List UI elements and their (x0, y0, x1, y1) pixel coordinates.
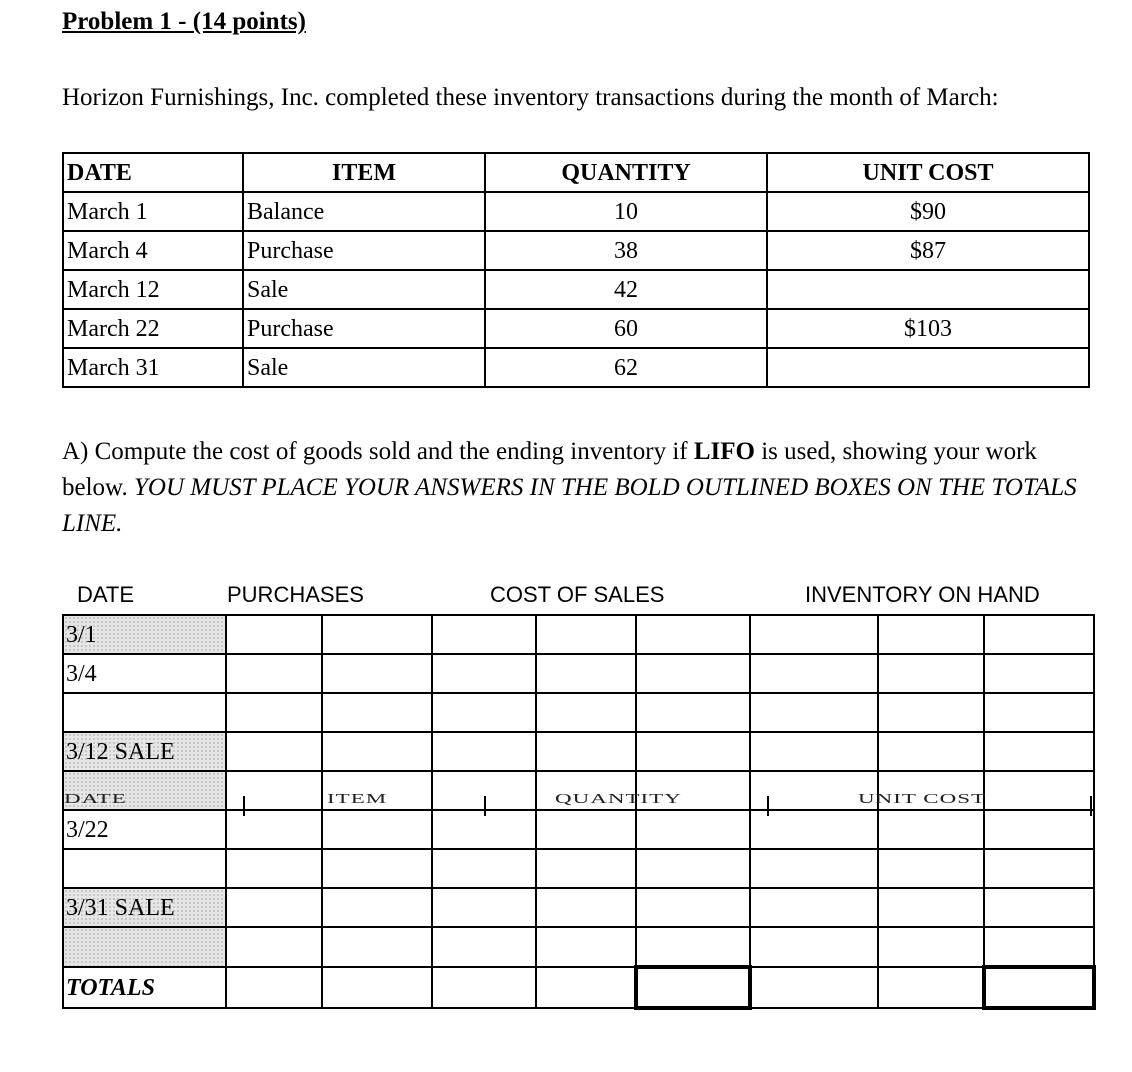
tx-date: March 22 (63, 309, 243, 348)
ghost-header-date: DATE (64, 791, 127, 806)
ws-date-cell: 3/12 SALE (63, 732, 226, 771)
ws-cell[interactable] (878, 615, 984, 654)
ws-cell[interactable] (636, 615, 750, 654)
ws-cell[interactable] (322, 693, 432, 732)
table-row (63, 270, 1089, 309)
question-prefix: A) Compute the cost of goods sold and the ending inventory if (62, 438, 694, 465)
ws-header-purchases: PURCHASES (227, 582, 364, 607)
ws-cell[interactable] (322, 732, 432, 771)
ws-cell[interactable] (432, 615, 536, 654)
question-instruction: YOU MUST PLACE YOUR ANSWERS IN THE BOLD OUTLINED BOXES ON THE TOTALS LINE. (62, 474, 1077, 537)
tx-unit-cost: $90 (767, 192, 1089, 231)
ws-cell[interactable] (432, 927, 536, 967)
ws-cell[interactable] (750, 693, 878, 732)
ws-date-cell: 3/1 (63, 615, 226, 654)
question-method: LIFO (693, 438, 755, 465)
ws-cell[interactable] (750, 888, 878, 927)
ws-date-cell (63, 849, 226, 888)
ws-cell[interactable] (536, 693, 636, 732)
ws-cell[interactable] (322, 849, 432, 888)
ws-cell[interactable] (432, 849, 536, 888)
ws-date-cell (63, 693, 226, 732)
ws-header-date: DATE (77, 582, 135, 607)
ws-date-cell (63, 927, 226, 967)
ws-cell[interactable] (322, 927, 432, 967)
ws-cell[interactable] (226, 967, 322, 1008)
tx-unit-cost: $103 (767, 309, 1089, 348)
intro-text: Horizon Furnishings, Inc. completed these inventory transactions during the month of March: (62, 84, 999, 111)
ws-cell[interactable] (226, 849, 322, 888)
ws-cell[interactable] (750, 654, 878, 693)
ws-cell[interactable] (750, 810, 878, 849)
ws-cell[interactable] (536, 967, 636, 1008)
table-row (63, 348, 1089, 387)
tx-date: March 12 (63, 270, 243, 309)
ws-cell[interactable] (984, 771, 1094, 810)
problem-title: Problem 1 - (14 points) (62, 8, 306, 35)
ws-cell[interactable] (322, 967, 432, 1008)
ws-cell[interactable] (878, 967, 984, 1008)
ws-cell[interactable] (984, 615, 1094, 654)
ws-cell[interactable] (878, 732, 984, 771)
ws-cell[interactable] (636, 810, 750, 849)
tx-item: Purchase (243, 309, 485, 348)
ws-cell[interactable] (984, 927, 1094, 967)
tx-quantity: 42 (485, 270, 767, 309)
ws-cell[interactable] (226, 693, 322, 732)
header-unit-cost: UNIT COST (767, 153, 1089, 192)
header-date: DATE (63, 153, 243, 192)
tx-date: March 4 (63, 231, 243, 270)
ws-cell[interactable] (432, 967, 536, 1008)
tx-quantity: 10 (485, 192, 767, 231)
ws-cell[interactable] (750, 927, 878, 967)
tx-item: Purchase (243, 231, 485, 270)
ws-cell[interactable] (984, 654, 1094, 693)
table-row (63, 309, 1089, 348)
ws-cell[interactable] (226, 810, 322, 849)
worksheet-row (63, 693, 1094, 732)
ws-cell[interactable] (750, 615, 878, 654)
ws-cell[interactable] (878, 927, 984, 967)
ws-cell[interactable] (322, 615, 432, 654)
ws-cell[interactable] (750, 732, 878, 771)
ws-cell[interactable] (750, 849, 878, 888)
ws-cell[interactable] (636, 927, 750, 967)
ws-cell[interactable] (636, 654, 750, 693)
ws-cell[interactable] (636, 693, 750, 732)
ws-date-cell: 3/22 (63, 810, 226, 849)
worksheet-row (63, 732, 1094, 771)
transactions-table (62, 152, 1090, 388)
worksheet-row (63, 615, 1094, 654)
ws-cell[interactable] (878, 849, 984, 888)
ws-cell[interactable] (432, 732, 536, 771)
ws-cell[interactable] (226, 771, 322, 810)
ws-cell[interactable] (322, 888, 432, 927)
ghost-divider (767, 796, 769, 816)
ws-cell[interactable] (636, 732, 750, 771)
worksheet-row (63, 888, 1094, 927)
ws-cell[interactable] (536, 849, 636, 888)
ws-date-cell: 3/31 SALE (63, 888, 226, 927)
header-quantity: QUANTITY (485, 153, 767, 192)
ws-cell[interactable] (226, 888, 322, 927)
ws-cell[interactable] (984, 693, 1094, 732)
ws-cell[interactable] (636, 888, 750, 927)
question-text (62, 434, 1102, 542)
ghost-divider (484, 796, 486, 816)
ws-cell[interactable] (226, 927, 322, 967)
tx-item: Balance (243, 192, 485, 231)
question-middle: is used, showing your work below. (62, 438, 1037, 501)
ws-cell[interactable] (432, 654, 536, 693)
worksheet-row (63, 927, 1094, 967)
tx-date: March 1 (63, 192, 243, 231)
header-item: ITEM (243, 153, 485, 192)
ws-cell[interactable] (322, 654, 432, 693)
ws-cell[interactable] (878, 810, 984, 849)
ws-cell[interactable] (432, 693, 536, 732)
tx-item: Sale (243, 270, 485, 309)
totals-label: TOTALS (63, 967, 226, 1008)
ws-cell[interactable] (536, 654, 636, 693)
totals-row (63, 967, 1094, 1008)
tx-quantity: 38 (485, 231, 767, 270)
ws-header-inventory: INVENTORY ON HAND (805, 582, 1040, 607)
ws-cell[interactable] (536, 888, 636, 927)
ghost-header-item: ITEM (327, 791, 388, 806)
ghost-header-quantity: QUANTITY (555, 791, 682, 806)
ws-cell[interactable] (322, 810, 432, 849)
worksheet-row (63, 654, 1094, 693)
tx-date: March 31 (63, 348, 243, 387)
ghost-divider (1090, 796, 1092, 816)
ws-cell[interactable] (432, 888, 536, 927)
ghost-header-unit-cost: UNIT COST (858, 791, 987, 806)
ws-cell[interactable] (984, 810, 1094, 849)
worksheet-row (63, 849, 1094, 888)
ws-cell[interactable] (226, 732, 322, 771)
transactions-header-row (63, 153, 1089, 192)
ws-cell[interactable] (226, 654, 322, 693)
worksheet-grid (62, 614, 1096, 1010)
ws-cell[interactable] (636, 849, 750, 888)
ws-cell[interactable] (984, 849, 1094, 888)
tx-item: Sale (243, 348, 485, 387)
tx-quantity: 62 (485, 348, 767, 387)
ws-cell[interactable] (878, 654, 984, 693)
tx-unit-cost (767, 270, 1089, 309)
cogs-answer-box[interactable] (636, 967, 750, 1008)
ws-cell[interactable] (536, 810, 636, 849)
tx-quantity: 60 (485, 309, 767, 348)
ws-cell[interactable] (984, 732, 1094, 771)
ws-cell[interactable] (226, 615, 322, 654)
ghost-divider (243, 796, 245, 816)
tx-unit-cost (767, 348, 1089, 387)
ws-cell[interactable] (984, 888, 1094, 927)
ending-inventory-answer-box[interactable] (984, 967, 1094, 1008)
ws-cell[interactable] (536, 732, 636, 771)
table-row (63, 231, 1089, 270)
ws-cell[interactable] (878, 888, 984, 927)
table-row (63, 192, 1089, 231)
ws-cell[interactable] (536, 927, 636, 967)
ws-cell[interactable] (878, 693, 984, 732)
ws-cell[interactable] (536, 615, 636, 654)
worksheet-row (63, 810, 1094, 849)
ws-cell[interactable] (750, 967, 878, 1008)
tx-unit-cost: $87 (767, 231, 1089, 270)
ws-date-cell: 3/4 (63, 654, 226, 693)
ws-header-cost-of-sales: COST OF SALES (490, 582, 665, 607)
